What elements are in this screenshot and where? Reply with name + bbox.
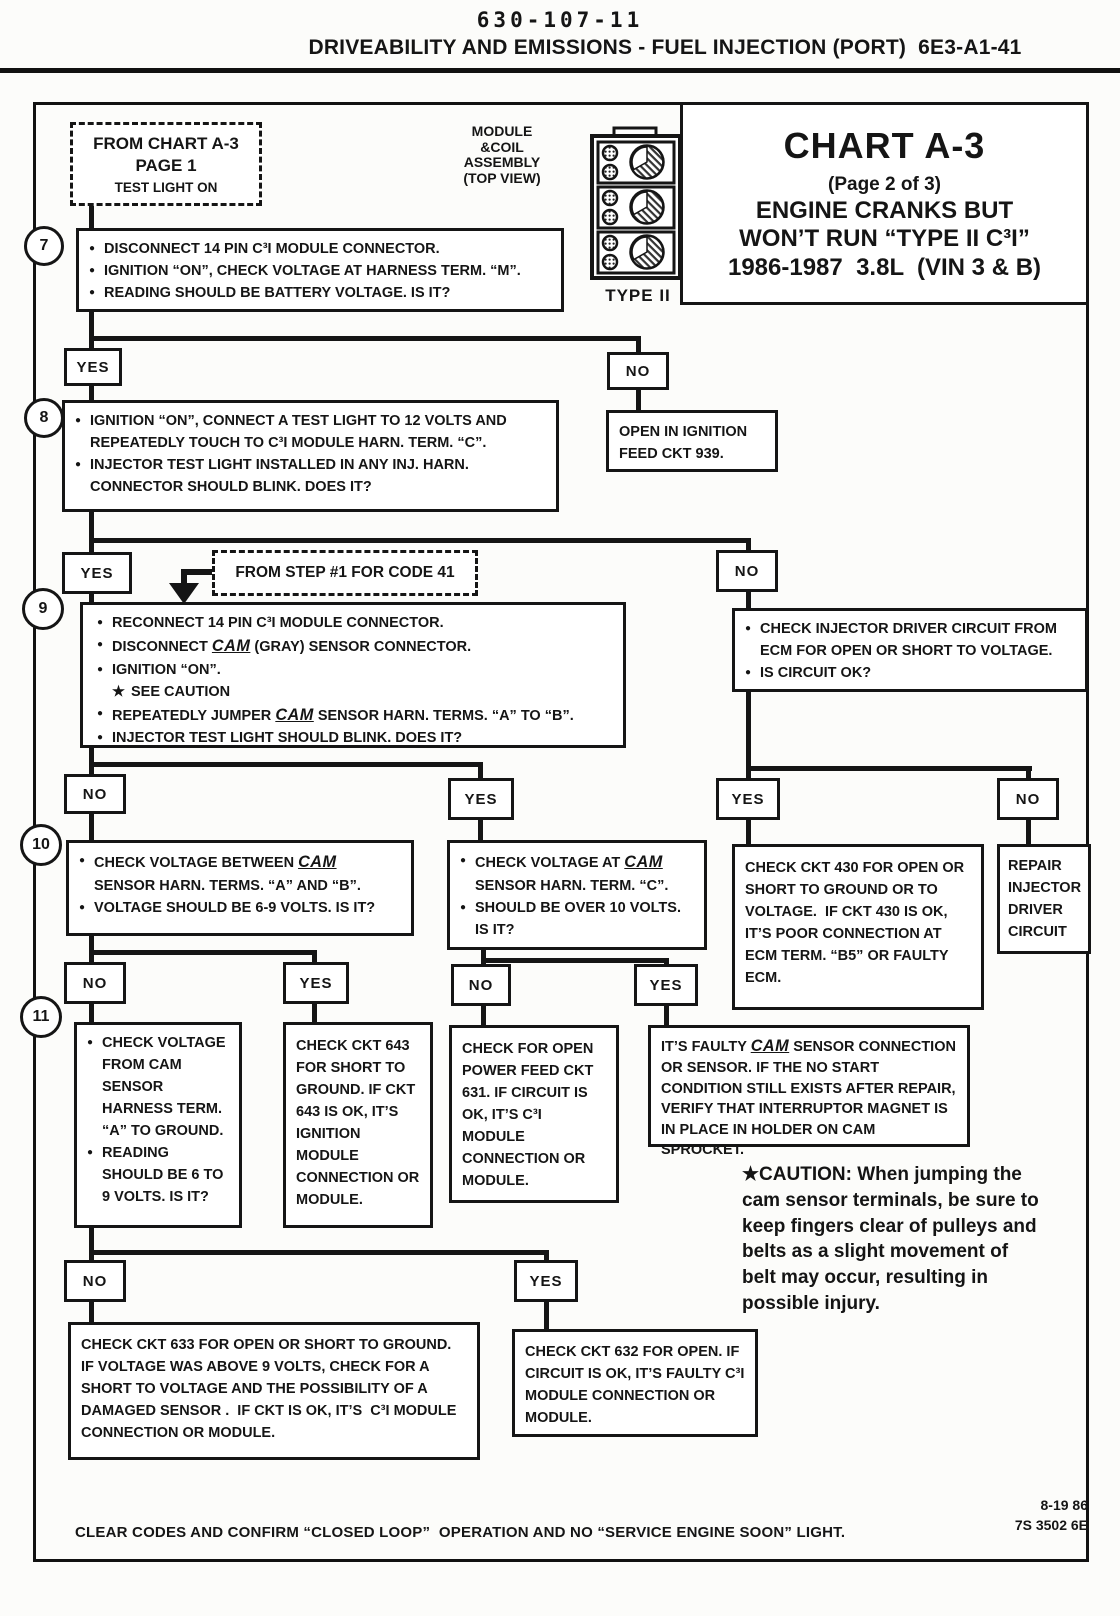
step-10-box xyxy=(66,840,414,936)
step-8-box xyxy=(62,400,559,512)
caution-body: When jumping the cam sensor terminals, be sure to keep fingers clear of pulleys and belts as a slight movement of belt may occur, resulting in possible injury. xyxy=(742,1164,1039,1315)
chart-desc-3: 1986-1987 3.8L (VIN 3 & B) xyxy=(727,253,1042,281)
branch-no-2: NO xyxy=(716,550,778,592)
branch-yes-6: YES xyxy=(634,964,698,1006)
footer-note: CLEAR CODES AND CONFIRM “CLOSED LOOP” OPERATION AND NO “SERVICE ENGINE SOON” LIGHT. xyxy=(75,1524,846,1541)
instruction-line: ● INJECTOR TEST LIGHT SHOULD BLINK. DOES IT? xyxy=(97,727,613,749)
bullet-icon: ● xyxy=(87,1037,94,1048)
instruction-line: ● INJECTOR TEST LIGHT INSTALLED IN ANY INJ. HARN. CONNECTOR SHOULD BLINK. DOES IT? xyxy=(75,454,546,498)
instruction-line: ● IS CIRCUIT OK? xyxy=(745,662,1075,684)
instruction-line: ● CHECK VOLTAGE FROM CAM SENSOR HARNESS TERM. “A” TO GROUND. xyxy=(87,1032,229,1142)
branch-no-6: NO xyxy=(451,964,511,1006)
step-10-circle: 10 xyxy=(20,824,62,866)
flow-line xyxy=(89,762,483,767)
step-11-circle: 11 xyxy=(20,996,62,1038)
bullet-icon: ● xyxy=(75,415,82,426)
flow-line xyxy=(89,1250,549,1255)
bullet-icon: ● xyxy=(89,287,96,299)
ckt643-box: CHECK CKT 643 FOR SHORT TO GROUND. IF CKT 643 IS OK, IT’S IGNITION MODULE CONNECTION OR MODULE. xyxy=(283,1022,433,1228)
step-7-circle: 7 xyxy=(24,226,64,266)
instruction-line: ● IGNITION “ON”. xyxy=(97,659,613,681)
cam-term: CAM xyxy=(750,1037,790,1055)
bullet-icon: ● xyxy=(87,1147,94,1159)
module-label-line: ASSEMBLY xyxy=(463,154,541,171)
cam-term: CAM xyxy=(624,853,663,871)
instruction-line: ● DISCONNECT CAM (GRAY) SENSOR CONNECTOR. xyxy=(97,634,613,659)
bullet-icon: ● xyxy=(79,855,86,866)
code41-arrowhead-icon xyxy=(169,583,199,604)
cam-term: CAM xyxy=(211,637,251,656)
branch-yes-1: YES xyxy=(64,348,122,386)
revision-date: 8-19 86 xyxy=(1040,1497,1088,1513)
revision-code: 7S 3502 6E xyxy=(1014,1516,1088,1533)
branch-no-4: NO xyxy=(997,778,1059,820)
from-step1-code41-box: FROM STEP #1 FOR CODE 41 xyxy=(212,550,478,596)
star-icon: ★ xyxy=(112,683,125,700)
instruction-line: ● IGNITION “ON”, CHECK VOLTAGE AT HARNESS TERM. “M”. xyxy=(89,260,551,282)
caution-note xyxy=(742,1162,1046,1317)
type-ii-label: TYPE II xyxy=(605,286,671,305)
open-ignition-feed-box: OPEN IN IGNITION FEED CKT 939. xyxy=(606,410,778,472)
module-label-line: &COIL xyxy=(480,138,524,155)
instruction-line: ● DISCONNECT 14 PIN C³I MODULE CONNECTOR. xyxy=(89,238,551,260)
cam-voltage-c-box xyxy=(447,840,707,950)
instruction-line: ● RECONNECT 14 PIN C³I MODULE CONNECTOR. xyxy=(97,612,613,634)
instruction-line: ● CHECK VOLTAGE BETWEEN CAM SENSOR HARN. TERMS. “A” AND “B”. xyxy=(79,850,401,897)
branch-yes-2: YES xyxy=(62,552,132,594)
flow-line xyxy=(481,958,669,963)
instruction-line: ● CHECK VOLTAGE AT CAM SENSOR HARN. TERM. “C”. xyxy=(460,850,694,897)
step-7-box xyxy=(76,228,564,312)
cam-term: CAM xyxy=(275,705,314,724)
branch-yes-7: YES xyxy=(514,1260,578,1302)
check-injector-driver-box xyxy=(732,608,1088,692)
flow-line xyxy=(89,950,317,955)
module-label-line: MODULE xyxy=(471,123,533,139)
branch-yes-4: YES xyxy=(716,778,780,820)
flow-line xyxy=(89,336,641,341)
bullet-icon: ● xyxy=(745,667,752,679)
instruction-line: ● IGNITION “ON”, CONNECT A TEST LIGHT TO 12 VOLTS AND REPEATEDLY TOUCH TO C³I MODULE HARN. TERM. “C”. xyxy=(75,410,546,454)
faulty-cam-sensor-box: IT’S FAULTY CAM SENSOR CONNECTION OR SENSOR. IF THE NO START CONDITION STILL EXISTS AFTER REPAIR, VERIFY THAT INTERRUPTOR MAGNET IS IN PLACE IN HOLDER ON CAM SPROCKET. xyxy=(648,1025,970,1147)
caution-title: CAUTION: xyxy=(759,1164,852,1185)
step-9-circle: 9 xyxy=(22,588,64,630)
bullet-icon: ● xyxy=(745,623,752,634)
page-title: DRIVEABILITY AND EMISSIONS - FUEL INJECTION (PORT) 6E3-A1-41 xyxy=(308,36,1022,59)
bullet-icon: ● xyxy=(79,901,86,913)
branch-no-7: NO xyxy=(64,1260,126,1302)
step-8-circle: 8 xyxy=(24,398,64,438)
flow-line xyxy=(89,206,94,230)
bullet-icon: ● xyxy=(89,265,96,277)
branch-yes-3: YES xyxy=(448,778,514,820)
branch-no-3: NO xyxy=(64,774,126,814)
revision-stamp xyxy=(940,1496,1088,1535)
instruction-line: ● REPEATEDLY JUMPER CAM SENSOR HARN. TERMS. “A” TO “B”. xyxy=(97,703,613,728)
instruction-line: ● VOLTAGE SHOULD BE 6-9 VOLTS. IS IT? xyxy=(79,897,401,919)
ckt632-box: CHECK CKT 632 FOR OPEN. IF CIRCUIT IS OK, IT’S FAULTY C³I MODULE CONNECTION OR MODULE. xyxy=(512,1329,758,1437)
chart-title-box xyxy=(680,102,1089,305)
ckt430-box: CHECK CKT 430 FOR OPEN OR SHORT TO GROUND OR TO VOLTAGE. IF CKT 430 IS OK, IT’S POOR CONNECTION AT ECM TERM. “B5” OR FAULTY ECM. xyxy=(732,844,984,1010)
code41-arrow-line xyxy=(184,569,214,575)
step-11-box xyxy=(74,1022,242,1228)
chart-desc-1: ENGINE CRANKS BUT xyxy=(755,197,1014,225)
module-coil-label xyxy=(428,124,576,187)
module-label-line: (TOP VIEW) xyxy=(463,170,541,187)
chart-page-info: (Page 2 of 3) xyxy=(828,174,941,196)
branch-no-5: NO xyxy=(64,962,126,1004)
bullet-icon: ● xyxy=(97,617,104,628)
entry-from-chart-box xyxy=(70,122,262,206)
see-caution-line: ★ SEE CAUTION xyxy=(112,683,231,700)
instruction-line: ● READING SHOULD BE BATTERY VOLTAGE. IS IT? xyxy=(89,282,551,304)
step-9-box xyxy=(80,602,626,748)
ckt631-box: CHECK FOR OPEN POWER FEED CKT 631. IF CIRCUIT IS OK, IT’S C³I MODULE CONNECTION OR MODULE. xyxy=(449,1025,619,1203)
instruction-line: ● CHECK INJECTOR DRIVER CIRCUIT FROM ECM FOR OPEN OR SHORT TO VOLTAGE. xyxy=(745,618,1075,662)
branch-no-1: NO xyxy=(607,352,669,390)
header-rule xyxy=(0,68,1120,73)
instruction-line: ● SHOULD BE OVER 10 VOLTS. IS IT? xyxy=(460,897,694,941)
cam-term: CAM xyxy=(298,853,337,871)
bullet-icon: ● xyxy=(97,732,104,744)
flow-line xyxy=(89,538,751,543)
star-icon: ★ xyxy=(742,1164,760,1185)
bullet-icon: ● xyxy=(97,707,104,719)
chart-desc-2: WON’T RUN “TYPE II C³I” xyxy=(739,225,1030,253)
flow-line xyxy=(746,766,1032,771)
bullet-icon: ● xyxy=(460,855,467,866)
entry-line-2: PAGE 1 xyxy=(135,155,197,175)
entry-line-1: FROM CHART A-3 xyxy=(93,134,239,154)
instruction-line: ● READING SHOULD BE 6 TO 9 VOLTS. IS IT? xyxy=(87,1142,229,1208)
ckt633-box: CHECK CKT 633 FOR OPEN OR SHORT TO GROUND. IF VOLTAGE WAS ABOVE 9 VOLTS, CHECK FOR A SHORT TO VOLTAGE AND THE POSSIBILITY OF A DAMAGED SENSOR . IF CKT IS OK, IT’S C³I MODULE CONNECTION OR MODULE. xyxy=(68,1322,480,1460)
entry-line-3: TEST LIGHT ON xyxy=(114,179,218,195)
module-coil-diagram xyxy=(588,126,688,282)
bullet-icon: ● xyxy=(75,459,82,471)
bullet-icon: ● xyxy=(97,639,104,651)
page-code: 630-107-11 xyxy=(476,8,644,32)
bullet-icon: ● xyxy=(97,663,104,675)
branch-yes-5: YES xyxy=(283,962,349,1004)
repair-injector-driver-box: REPAIR INJECTOR DRIVER CIRCUIT xyxy=(997,844,1091,954)
chart-title: CHART A-3 xyxy=(783,124,986,166)
bullet-icon: ● xyxy=(460,901,467,913)
bullet-icon: ● xyxy=(89,243,96,254)
